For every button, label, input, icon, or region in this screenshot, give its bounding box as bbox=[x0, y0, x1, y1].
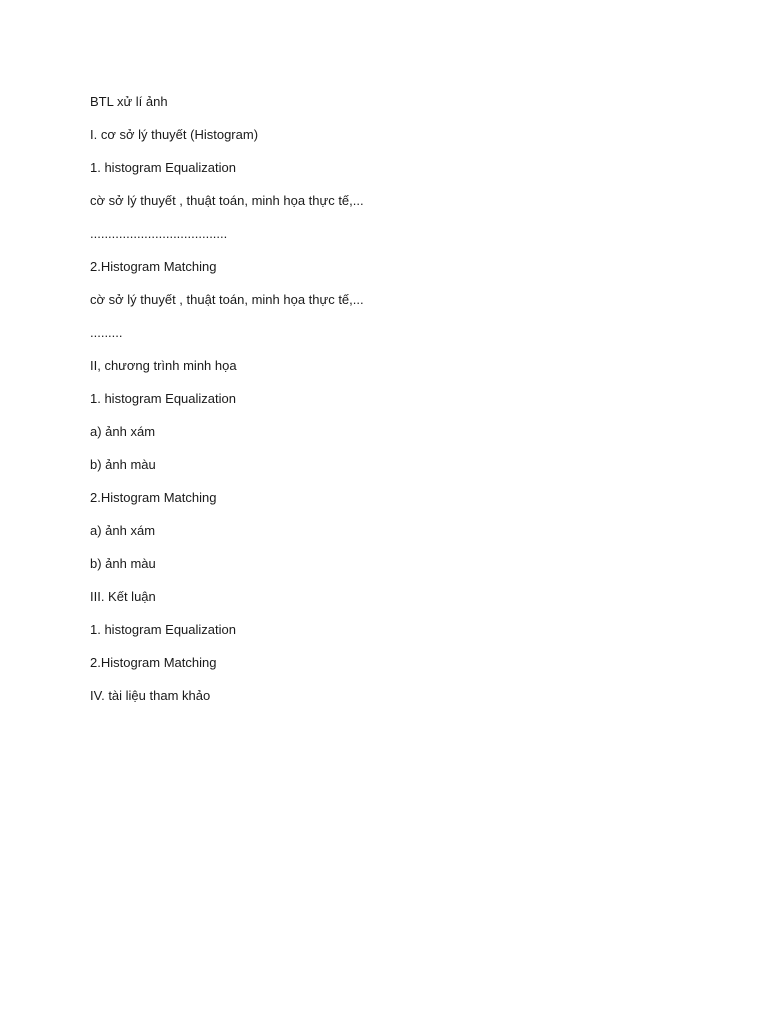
subsection-heading: 1. histogram Equalization bbox=[90, 622, 236, 637]
document-body bbox=[90, 92, 690, 719]
list-item: a) ảnh xám bbox=[90, 424, 156, 439]
subsection-heading: 1. histogram Equalization bbox=[90, 160, 236, 175]
document-title: BTL xử lí ảnh bbox=[90, 94, 168, 109]
section-heading-2: II, chương trình minh họa bbox=[90, 358, 237, 373]
subsection-heading: 2.Histogram Matching bbox=[90, 259, 217, 274]
subsection-heading: 1. histogram Equalization bbox=[90, 391, 236, 406]
subsection-heading: 2.Histogram Matching bbox=[90, 490, 217, 505]
section-heading-3: III. Kết luận bbox=[90, 589, 156, 604]
subsection-heading: 2.Histogram Matching bbox=[90, 655, 217, 670]
list-item: a) ảnh xám bbox=[90, 523, 156, 538]
section-heading-4: IV. tài liệu tham khảo bbox=[90, 688, 211, 703]
placeholder-dots: ......... bbox=[90, 325, 123, 340]
placeholder-dots: ...................................... bbox=[90, 226, 228, 241]
list-item: b) ảnh màu bbox=[90, 556, 156, 571]
list-item: b) ảnh màu bbox=[90, 457, 156, 472]
section-heading-1: I. cơ sở lý thuyết (Histogram) bbox=[90, 127, 259, 142]
paragraph-line: cờ sở lý thuyết , thuật toán, minh họa thực tế,... bbox=[90, 292, 364, 307]
paragraph-line: cờ sở lý thuyết , thuật toán, minh họa thực tế,... bbox=[90, 193, 364, 208]
